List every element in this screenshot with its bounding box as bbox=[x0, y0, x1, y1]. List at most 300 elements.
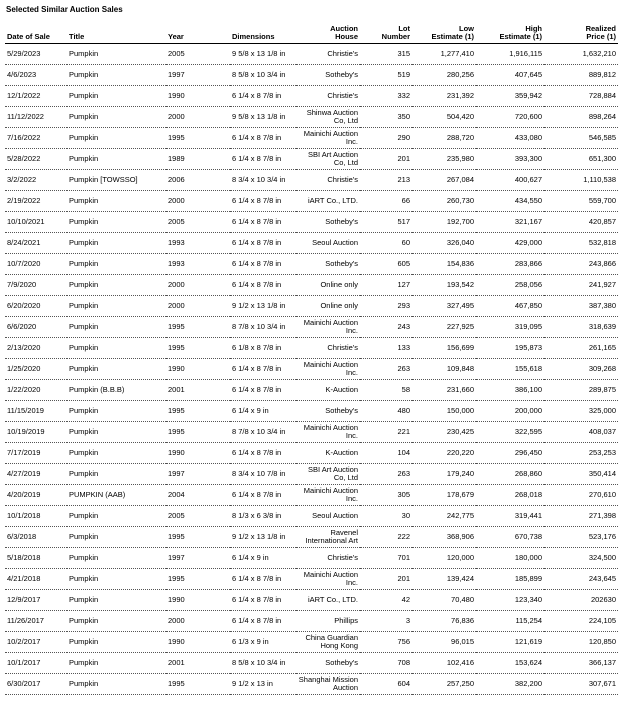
cell-high-estimate: 268,018 bbox=[476, 485, 544, 506]
cell-dimensions: 8 3/4 x 10 7/8 in bbox=[230, 464, 296, 485]
cell-date: 5/18/2018 bbox=[5, 548, 67, 569]
cell-low-estimate: 235,980 bbox=[412, 149, 476, 170]
cell-high-estimate: 322,595 bbox=[476, 422, 544, 443]
cell-low-estimate: 120,000 bbox=[412, 548, 476, 569]
cell-dimensions: 6 1/4 x 8 7/8 in bbox=[230, 359, 296, 380]
cell-auction-house: Sotheby's bbox=[296, 254, 360, 275]
cell-low-estimate: 70,480 bbox=[412, 590, 476, 611]
cell-title: Pumpkin bbox=[67, 611, 166, 632]
cell-dimensions: 9 5/8 x 13 1/8 in bbox=[230, 44, 296, 65]
cell-lot-number: 60 bbox=[360, 233, 412, 254]
cell-high-estimate: 467,850 bbox=[476, 296, 544, 317]
table-row bbox=[5, 212, 618, 233]
cell-realized-price: 261,165 bbox=[544, 338, 618, 359]
cell-lot-number: 305 bbox=[360, 485, 412, 506]
cell-dimensions: 6 1/4 x 8 7/8 in bbox=[230, 191, 296, 212]
table-row bbox=[5, 569, 618, 590]
cell-realized-price: 309,268 bbox=[544, 359, 618, 380]
cell-lot-number: 263 bbox=[360, 359, 412, 380]
cell-date: 10/19/2019 bbox=[5, 422, 67, 443]
table-row bbox=[5, 65, 618, 86]
header-row bbox=[5, 15, 618, 44]
header-year: Year bbox=[166, 15, 230, 44]
cell-low-estimate: 227,925 bbox=[412, 317, 476, 338]
table-row bbox=[5, 191, 618, 212]
cell-low-estimate: 150,000 bbox=[412, 401, 476, 422]
cell-lot-number: 3 bbox=[360, 611, 412, 632]
cell-date: 11/26/2017 bbox=[5, 611, 67, 632]
cell-title: Pumpkin (B.B.B) bbox=[67, 380, 166, 401]
cell-lot-number: 127 bbox=[360, 275, 412, 296]
cell-year: 1990 bbox=[166, 359, 230, 380]
cell-year: 2005 bbox=[166, 44, 230, 65]
cell-auction-house: SBI Art Auction Co, Ltd bbox=[296, 149, 360, 170]
cell-year: 1993 bbox=[166, 233, 230, 254]
cell-lot-number: 201 bbox=[360, 149, 412, 170]
cell-year: 1995 bbox=[166, 674, 230, 695]
cell-realized-price: 546,585 bbox=[544, 128, 618, 149]
cell-low-estimate: 178,679 bbox=[412, 485, 476, 506]
cell-realized-price: 271,398 bbox=[544, 506, 618, 527]
cell-date: 4/27/2019 bbox=[5, 464, 67, 485]
cell-date: 1/25/2020 bbox=[5, 359, 67, 380]
header-title: Title bbox=[67, 15, 166, 44]
cell-date: 8/24/2021 bbox=[5, 233, 67, 254]
table-row bbox=[5, 86, 618, 107]
cell-realized-price: 270,610 bbox=[544, 485, 618, 506]
cell-dimensions: 8 3/4 x 10 3/4 in bbox=[230, 170, 296, 191]
table-row bbox=[5, 674, 618, 695]
table-row bbox=[5, 485, 618, 506]
cell-year: 2005 bbox=[166, 506, 230, 527]
header-date: Date of Sale bbox=[5, 15, 67, 44]
cell-auction-house: Mainichi Auction Inc. bbox=[296, 485, 360, 506]
cell-date: 12/1/2022 bbox=[5, 86, 67, 107]
cell-high-estimate: 153,624 bbox=[476, 653, 544, 674]
cell-date: 2/13/2020 bbox=[5, 338, 67, 359]
table-row bbox=[5, 254, 618, 275]
cell-dimensions: 6 1/4 x 9 in bbox=[230, 548, 296, 569]
cell-auction-house: iART Co., LTD. bbox=[296, 590, 360, 611]
cell-auction-house: Shinwa Auction Co, Ltd bbox=[296, 107, 360, 128]
cell-year: 1995 bbox=[166, 401, 230, 422]
table-row bbox=[5, 548, 618, 569]
cell-realized-price: 898,264 bbox=[544, 107, 618, 128]
cell-realized-price: 325,000 bbox=[544, 401, 618, 422]
cell-year: 2004 bbox=[166, 485, 230, 506]
cell-date: 7/16/2022 bbox=[5, 128, 67, 149]
cell-date: 1/22/2020 bbox=[5, 380, 67, 401]
header-realized-price: Realized Price (1) bbox=[544, 15, 618, 44]
table-row bbox=[5, 590, 618, 611]
cell-low-estimate: 154,836 bbox=[412, 254, 476, 275]
cell-low-estimate: 76,836 bbox=[412, 611, 476, 632]
cell-dimensions: 8 5/8 x 10 3/4 in bbox=[230, 65, 296, 86]
cell-year: 1995 bbox=[166, 527, 230, 548]
cell-high-estimate: 283,866 bbox=[476, 254, 544, 275]
cell-high-estimate: 180,000 bbox=[476, 548, 544, 569]
cell-high-estimate: 393,300 bbox=[476, 149, 544, 170]
cell-date: 10/1/2017 bbox=[5, 653, 67, 674]
cell-low-estimate: 139,424 bbox=[412, 569, 476, 590]
cell-date: 4/20/2019 bbox=[5, 485, 67, 506]
cell-auction-house: Mainichi Auction Inc. bbox=[296, 569, 360, 590]
cell-title: Pumpkin bbox=[67, 107, 166, 128]
table-row bbox=[5, 464, 618, 485]
cell-high-estimate: 121,619 bbox=[476, 632, 544, 653]
cell-high-estimate: 155,618 bbox=[476, 359, 544, 380]
cell-year: 2000 bbox=[166, 191, 230, 212]
table-row bbox=[5, 128, 618, 149]
cell-high-estimate: 407,645 bbox=[476, 65, 544, 86]
cell-year: 1993 bbox=[166, 254, 230, 275]
cell-title: Pumpkin bbox=[67, 44, 166, 65]
cell-realized-price: 1,110,538 bbox=[544, 170, 618, 191]
cell-lot-number: 756 bbox=[360, 632, 412, 653]
cell-realized-price: 243,866 bbox=[544, 254, 618, 275]
cell-low-estimate: 102,416 bbox=[412, 653, 476, 674]
cell-realized-price: 532,818 bbox=[544, 233, 618, 254]
cell-auction-house: Ravenel International Art bbox=[296, 527, 360, 548]
cell-high-estimate: 195,873 bbox=[476, 338, 544, 359]
table-row bbox=[5, 401, 618, 422]
table-row bbox=[5, 296, 618, 317]
cell-lot-number: 604 bbox=[360, 674, 412, 695]
cell-dimensions: 9 1/2 x 13 1/8 in bbox=[230, 296, 296, 317]
cell-auction-house: Sotheby's bbox=[296, 65, 360, 86]
cell-auction-house: Phillips bbox=[296, 611, 360, 632]
cell-date: 10/2/2017 bbox=[5, 632, 67, 653]
cell-date: 5/28/2022 bbox=[5, 149, 67, 170]
cell-year: 2005 bbox=[166, 212, 230, 233]
cell-low-estimate: 242,775 bbox=[412, 506, 476, 527]
cell-date: 2/19/2022 bbox=[5, 191, 67, 212]
cell-lot-number: 293 bbox=[360, 296, 412, 317]
header-high-estimate: High Estimate (1) bbox=[476, 15, 544, 44]
table-row bbox=[5, 422, 618, 443]
cell-high-estimate: 386,100 bbox=[476, 380, 544, 401]
cell-title: Pumpkin bbox=[67, 275, 166, 296]
table-row bbox=[5, 275, 618, 296]
table-row bbox=[5, 632, 618, 653]
cell-realized-price: 728,884 bbox=[544, 86, 618, 107]
cell-low-estimate: 280,256 bbox=[412, 65, 476, 86]
cell-high-estimate: 319,441 bbox=[476, 506, 544, 527]
table-row bbox=[5, 107, 618, 128]
cell-high-estimate: 400,627 bbox=[476, 170, 544, 191]
cell-low-estimate: 327,495 bbox=[412, 296, 476, 317]
cell-realized-price: 241,927 bbox=[544, 275, 618, 296]
cell-realized-price: 224,105 bbox=[544, 611, 618, 632]
cell-auction-house: Christie's bbox=[296, 170, 360, 191]
cell-lot-number: 222 bbox=[360, 527, 412, 548]
cell-auction-house: Christie's bbox=[296, 86, 360, 107]
cell-realized-price: 523,176 bbox=[544, 527, 618, 548]
table-row bbox=[5, 44, 618, 65]
cell-high-estimate: 429,000 bbox=[476, 233, 544, 254]
cell-low-estimate: 260,730 bbox=[412, 191, 476, 212]
cell-year: 1995 bbox=[166, 569, 230, 590]
cell-low-estimate: 231,660 bbox=[412, 380, 476, 401]
cell-realized-price: 324,500 bbox=[544, 548, 618, 569]
cell-high-estimate: 258,056 bbox=[476, 275, 544, 296]
cell-high-estimate: 670,738 bbox=[476, 527, 544, 548]
cell-realized-price: 366,137 bbox=[544, 653, 618, 674]
cell-realized-price: 350,414 bbox=[544, 464, 618, 485]
cell-title: Pumpkin bbox=[67, 464, 166, 485]
cell-lot-number: 133 bbox=[360, 338, 412, 359]
cell-lot-number: 104 bbox=[360, 443, 412, 464]
cell-dimensions: 8 5/8 x 10 3/4 in bbox=[230, 653, 296, 674]
cell-year: 1995 bbox=[166, 422, 230, 443]
cell-low-estimate: 288,720 bbox=[412, 128, 476, 149]
cell-date: 10/1/2018 bbox=[5, 506, 67, 527]
cell-title: Pumpkin bbox=[67, 674, 166, 695]
cell-dimensions: 6 1/4 x 8 7/8 in bbox=[230, 485, 296, 506]
cell-dimensions: 6 1/4 x 8 7/8 in bbox=[230, 149, 296, 170]
cell-lot-number: 66 bbox=[360, 191, 412, 212]
cell-realized-price: 1,632,210 bbox=[544, 44, 618, 65]
cell-realized-price: 243,645 bbox=[544, 569, 618, 590]
cell-lot-number: 243 bbox=[360, 317, 412, 338]
cell-auction-house: Mainichi Auction Inc. bbox=[296, 359, 360, 380]
cell-title: Pumpkin bbox=[67, 86, 166, 107]
cell-auction-house: Sotheby's bbox=[296, 653, 360, 674]
cell-realized-price: 387,380 bbox=[544, 296, 618, 317]
cell-title: Pumpkin bbox=[67, 359, 166, 380]
cell-year: 1995 bbox=[166, 128, 230, 149]
cell-dimensions: 9 1/2 x 13 1/8 in bbox=[230, 527, 296, 548]
cell-dimensions: 6 1/4 x 9 in bbox=[230, 401, 296, 422]
cell-low-estimate: 193,542 bbox=[412, 275, 476, 296]
cell-lot-number: 263 bbox=[360, 464, 412, 485]
cell-realized-price: 289,875 bbox=[544, 380, 618, 401]
cell-low-estimate: 109,848 bbox=[412, 359, 476, 380]
cell-lot-number: 605 bbox=[360, 254, 412, 275]
cell-year: 2001 bbox=[166, 653, 230, 674]
cell-date: 12/9/2017 bbox=[5, 590, 67, 611]
cell-auction-house: Online only bbox=[296, 296, 360, 317]
cell-title: Pumpkin bbox=[67, 128, 166, 149]
cell-title: Pumpkin bbox=[67, 296, 166, 317]
auction-sales-table bbox=[5, 15, 618, 695]
cell-auction-house: K-Auction bbox=[296, 443, 360, 464]
cell-dimensions: 6 1/4 x 8 7/8 in bbox=[230, 611, 296, 632]
cell-year: 2000 bbox=[166, 107, 230, 128]
cell-dimensions: 9 5/8 x 13 1/8 in bbox=[230, 107, 296, 128]
cell-realized-price: 408,037 bbox=[544, 422, 618, 443]
cell-auction-house: Shanghai Mission Auction bbox=[296, 674, 360, 695]
cell-low-estimate: 326,040 bbox=[412, 233, 476, 254]
table-row bbox=[5, 359, 618, 380]
cell-high-estimate: 123,340 bbox=[476, 590, 544, 611]
cell-high-estimate: 433,080 bbox=[476, 128, 544, 149]
cell-lot-number: 42 bbox=[360, 590, 412, 611]
cell-auction-house: Christie's bbox=[296, 548, 360, 569]
cell-low-estimate: 220,220 bbox=[412, 443, 476, 464]
cell-dimensions: 6 1/4 x 8 7/8 in bbox=[230, 233, 296, 254]
cell-year: 1997 bbox=[166, 65, 230, 86]
cell-lot-number: 708 bbox=[360, 653, 412, 674]
cell-auction-house: SBI Art Auction Co, Ltd bbox=[296, 464, 360, 485]
cell-title: Pumpkin bbox=[67, 254, 166, 275]
table-row bbox=[5, 443, 618, 464]
cell-high-estimate: 268,860 bbox=[476, 464, 544, 485]
cell-auction-house: iART Co., LTD. bbox=[296, 191, 360, 212]
table-row bbox=[5, 506, 618, 527]
cell-dimensions: 6 1/4 x 8 7/8 in bbox=[230, 380, 296, 401]
cell-low-estimate: 156,699 bbox=[412, 338, 476, 359]
cell-lot-number: 332 bbox=[360, 86, 412, 107]
cell-title: Pumpkin bbox=[67, 653, 166, 674]
cell-lot-number: 221 bbox=[360, 422, 412, 443]
cell-dimensions: 6 1/4 x 8 7/8 in bbox=[230, 86, 296, 107]
cell-title: Pumpkin bbox=[67, 65, 166, 86]
cell-auction-house: Mainichi Auction Inc. bbox=[296, 422, 360, 443]
cell-high-estimate: 319,095 bbox=[476, 317, 544, 338]
cell-date: 3/2/2022 bbox=[5, 170, 67, 191]
cell-dimensions: 8 7/8 x 10 3/4 in bbox=[230, 422, 296, 443]
cell-low-estimate: 267,084 bbox=[412, 170, 476, 191]
cell-low-estimate: 179,240 bbox=[412, 464, 476, 485]
cell-high-estimate: 1,916,115 bbox=[476, 44, 544, 65]
cell-lot-number: 480 bbox=[360, 401, 412, 422]
cell-realized-price: 420,857 bbox=[544, 212, 618, 233]
cell-dimensions: 6 1/4 x 8 7/8 in bbox=[230, 128, 296, 149]
cell-realized-price: 307,671 bbox=[544, 674, 618, 695]
cell-high-estimate: 115,254 bbox=[476, 611, 544, 632]
cell-title: Pumpkin bbox=[67, 422, 166, 443]
cell-realized-price: 889,812 bbox=[544, 65, 618, 86]
cell-year: 1997 bbox=[166, 464, 230, 485]
cell-title: Pumpkin bbox=[67, 338, 166, 359]
cell-title: Pumpkin bbox=[67, 317, 166, 338]
cell-title: Pumpkin bbox=[67, 527, 166, 548]
cell-date: 6/30/2017 bbox=[5, 674, 67, 695]
cell-year: 2001 bbox=[166, 380, 230, 401]
table-row bbox=[5, 149, 618, 170]
cell-title: Pumpkin bbox=[67, 506, 166, 527]
cell-dimensions: 6 1/4 x 8 7/8 in bbox=[230, 275, 296, 296]
header-lot-number: Lot Number bbox=[360, 15, 412, 44]
cell-high-estimate: 185,899 bbox=[476, 569, 544, 590]
cell-title: Pumpkin bbox=[67, 590, 166, 611]
cell-date: 6/3/2018 bbox=[5, 527, 67, 548]
cell-lot-number: 290 bbox=[360, 128, 412, 149]
cell-year: 2006 bbox=[166, 170, 230, 191]
cell-date: 11/15/2019 bbox=[5, 401, 67, 422]
cell-lot-number: 315 bbox=[360, 44, 412, 65]
cell-realized-price: 318,639 bbox=[544, 317, 618, 338]
cell-lot-number: 30 bbox=[360, 506, 412, 527]
table-title: Selected Similar Auction Sales bbox=[6, 5, 123, 14]
header-auction-house: Auction House bbox=[296, 15, 360, 44]
cell-high-estimate: 434,550 bbox=[476, 191, 544, 212]
cell-auction-house: Sotheby's bbox=[296, 401, 360, 422]
cell-auction-house: Christie's bbox=[296, 338, 360, 359]
cell-date: 6/6/2020 bbox=[5, 317, 67, 338]
cell-title: Pumpkin bbox=[67, 632, 166, 653]
cell-date: 4/6/2023 bbox=[5, 65, 67, 86]
cell-dimensions: 8 7/8 x 10 3/4 in bbox=[230, 317, 296, 338]
table-row bbox=[5, 233, 618, 254]
cell-realized-price: 253,253 bbox=[544, 443, 618, 464]
cell-dimensions: 6 1/3 x 9 in bbox=[230, 632, 296, 653]
cell-low-estimate: 368,906 bbox=[412, 527, 476, 548]
cell-high-estimate: 200,000 bbox=[476, 401, 544, 422]
cell-dimensions: 6 1/4 x 8 7/8 in bbox=[230, 569, 296, 590]
cell-realized-price: 651,300 bbox=[544, 149, 618, 170]
cell-year: 1990 bbox=[166, 86, 230, 107]
cell-low-estimate: 504,420 bbox=[412, 107, 476, 128]
cell-auction-house: Sotheby's bbox=[296, 212, 360, 233]
cell-auction-house: Mainichi Auction Inc. bbox=[296, 317, 360, 338]
cell-realized-price: 202630 bbox=[544, 590, 618, 611]
cell-low-estimate: 96,015 bbox=[412, 632, 476, 653]
cell-year: 2000 bbox=[166, 611, 230, 632]
table-row bbox=[5, 611, 618, 632]
cell-auction-house: Christie's bbox=[296, 44, 360, 65]
cell-date: 10/7/2020 bbox=[5, 254, 67, 275]
cell-date: 10/10/2021 bbox=[5, 212, 67, 233]
cell-title: Pumpkin bbox=[67, 401, 166, 422]
cell-low-estimate: 231,392 bbox=[412, 86, 476, 107]
cell-year: 1990 bbox=[166, 632, 230, 653]
cell-year: 1990 bbox=[166, 590, 230, 611]
cell-auction-house: Seoul Auction bbox=[296, 233, 360, 254]
cell-year: 1995 bbox=[166, 338, 230, 359]
cell-title: Pumpkin bbox=[67, 149, 166, 170]
cell-dimensions: 6 1/4 x 8 7/8 in bbox=[230, 254, 296, 275]
cell-date: 7/9/2020 bbox=[5, 275, 67, 296]
cell-title: Pumpkin bbox=[67, 191, 166, 212]
cell-title: Pumpkin bbox=[67, 212, 166, 233]
cell-high-estimate: 321,167 bbox=[476, 212, 544, 233]
cell-title: Pumpkin bbox=[67, 233, 166, 254]
cell-low-estimate: 257,250 bbox=[412, 674, 476, 695]
cell-title: Pumpkin bbox=[67, 569, 166, 590]
table-row bbox=[5, 653, 618, 674]
cell-dimensions: 6 1/8 x 8 7/8 in bbox=[230, 338, 296, 359]
cell-low-estimate: 192,700 bbox=[412, 212, 476, 233]
cell-high-estimate: 359,942 bbox=[476, 86, 544, 107]
cell-year: 1989 bbox=[166, 149, 230, 170]
header-dimensions: Dimensions bbox=[230, 15, 296, 44]
table-body bbox=[5, 44, 618, 695]
cell-dimensions: 6 1/4 x 8 7/8 in bbox=[230, 443, 296, 464]
cell-title: Pumpkin bbox=[67, 443, 166, 464]
cell-title: PUMPKIN (AAB) bbox=[67, 485, 166, 506]
cell-year: 1997 bbox=[166, 548, 230, 569]
cell-date: 11/12/2022 bbox=[5, 107, 67, 128]
table-row bbox=[5, 317, 618, 338]
cell-date: 4/21/2018 bbox=[5, 569, 67, 590]
cell-lot-number: 58 bbox=[360, 380, 412, 401]
cell-year: 2000 bbox=[166, 275, 230, 296]
cell-auction-house: Seoul Auction bbox=[296, 506, 360, 527]
cell-auction-house: K-Auction bbox=[296, 380, 360, 401]
cell-low-estimate: 1,277,410 bbox=[412, 44, 476, 65]
cell-lot-number: 519 bbox=[360, 65, 412, 86]
cell-lot-number: 517 bbox=[360, 212, 412, 233]
cell-lot-number: 350 bbox=[360, 107, 412, 128]
header-low-estimate: Low Estimate (1) bbox=[412, 15, 476, 44]
cell-date: 6/20/2020 bbox=[5, 296, 67, 317]
cell-realized-price: 120,850 bbox=[544, 632, 618, 653]
cell-auction-house: Mainichi Auction Inc. bbox=[296, 128, 360, 149]
cell-dimensions: 8 1/3 x 6 3/8 in bbox=[230, 506, 296, 527]
cell-high-estimate: 720,600 bbox=[476, 107, 544, 128]
